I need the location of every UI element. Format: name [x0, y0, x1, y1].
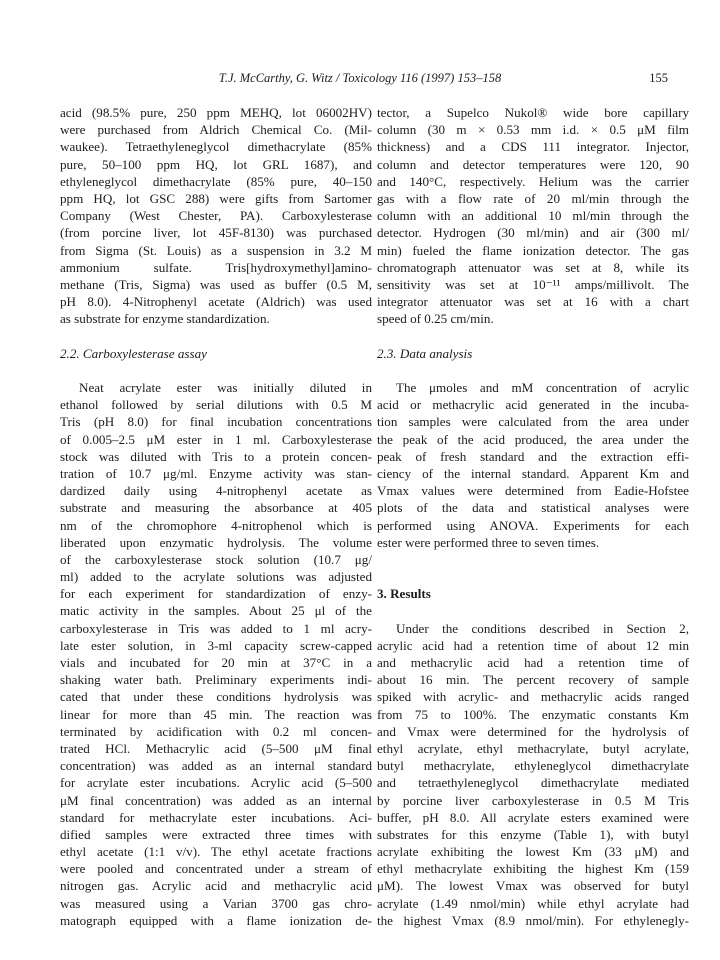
gc-paragraph — [377, 104, 689, 327]
text-line: standard for methacrylate ester incubations. Aci- — [60, 809, 372, 825]
text-line: Vmax values were determined from Eadie-Hofstee — [377, 483, 689, 499]
text-line: ethyl acetate (1:1 v/v). The ethyl acetate fractions — [60, 844, 372, 860]
text-line: from Sigma (St. Louis) as a suspension in 3.2 M — [60, 242, 372, 258]
text-line: column and detector temperatures were 120, 90 — [377, 156, 689, 172]
results-paragraph — [377, 620, 689, 929]
text-line: the highest Vmax (8.9 nmol/min). For ethylenegly- — [377, 912, 689, 928]
text-line: carboxylesterase in Tris was added to 1 ml acry- — [60, 620, 372, 636]
text-line: ethyl acrylate, ethyl methacrylate, butyl acrylate, — [377, 740, 689, 756]
text-line: liberated upon enzymatic hydrolysis. The volume — [60, 534, 372, 550]
text-line: ester were performed three to seven times. — [377, 534, 600, 550]
text-line: ciency of the internal standard. Apparent Km and — [377, 465, 689, 481]
text-line: acid or methacrylic acid generated in the incuba- — [377, 397, 689, 413]
text-line: and methacrylic acid had a retention time of — [377, 655, 689, 671]
text-line: chromatograph attenuator was set at 8, while its — [377, 259, 689, 275]
text-line: waukee). Tetraethyleneglycol dimethacrylate (85% — [60, 139, 372, 155]
text-line: The μmoles and mM concentration of acrylic — [396, 380, 689, 395]
text-line: dified samples were extracted three times with — [60, 826, 372, 842]
text-line: speed of 0.25 cm/min. — [377, 311, 494, 327]
text-line: nitrogen gas. Acrylic acid and methacrylic acid — [60, 878, 372, 894]
text-line: dardized daily using 4-nitrophenyl acetate as — [60, 483, 372, 499]
text-line: butyl methacrylate, ethyleneglycol dimethacrylate — [377, 758, 689, 774]
text-line: late ester solution, in 3-ml capacity screw-capped — [60, 637, 372, 653]
text-line: acid (98.5% pure, 250 ppm MEHQ, lot 06002HV) — [60, 105, 372, 120]
data-analysis-paragraph — [377, 379, 689, 551]
text-line: acrylate exhibiting the lowest Km (33 μM) and — [377, 844, 689, 860]
text-line: for acrylate ester incubations. Acrylic acid (5–500 — [60, 775, 372, 791]
text-line: gas with a flow rate of 20 ml/min through the — [377, 190, 689, 206]
text-line: column with an additional 10 ml/min through the — [377, 208, 689, 224]
text-line: of the carboxylesterase stock solution (10.7 μg/ — [60, 551, 372, 567]
text-line: pH 8.0). 4-Nitrophenyl acetate (Aldrich) was used — [60, 294, 372, 310]
running-head — [0, 71, 720, 87]
text-line: matograph equipped with a flame ionization de- — [60, 912, 372, 928]
text-line: sensitivity was set at 10⁻¹¹ amps/millivolt. The — [377, 276, 689, 292]
text-line: min) fueled the flame ionization detector. The gas — [377, 242, 689, 258]
text-line: μM final concentration) was added as an internal — [60, 792, 372, 808]
text-line: the peak of the acid produced, the area under the — [377, 431, 689, 447]
assay-paragraph — [60, 379, 372, 929]
text-line: Neat acrylate ester was initially diluted in — [79, 380, 372, 395]
text-line: trated HCl. Methacrylic acid (5–500 μM final — [60, 740, 372, 756]
text-line: by porcine liver carboxylesterase in 0.5 M Tris — [377, 792, 689, 808]
text-line: were pooled and concentrated under a stream of — [60, 861, 372, 877]
text-line: ethyl methacrylate exhibiting the highest Km (159 — [377, 861, 689, 877]
text-line: performed using ANOVA. Experiments for each — [377, 517, 689, 533]
text-line: Company (West Chester, PA). Carboxylesterase — [60, 208, 372, 224]
text-line: tration of 10.7 μg/ml. Enzyme activity was stan- — [60, 465, 372, 481]
text-line: integrator attenuator was set at 16 with a chart — [377, 294, 689, 310]
text-line: (from porcine liver, lot 45F-8130) was purchased — [60, 225, 372, 241]
page-number: 155 — [649, 71, 668, 85]
text-line: and Vmax were determined for the hydrolysis of — [377, 723, 689, 739]
text-line: spiked with acrylic- and methacrylic acids ranged — [377, 689, 689, 705]
section-heading-3: 3. Results — [377, 586, 431, 602]
text-line: as substrate for enzyme standardization. — [60, 311, 270, 327]
text-line: ammonium sulfate. Tris[hydroxymethyl]amino- — [60, 259, 372, 275]
text-line: ppm HQ, lot GSC 288) were gifts from Sartomer — [60, 190, 372, 206]
left-column — [60, 104, 372, 929]
text-line: Tris (pH 8.0) for final incubation concentrations — [60, 414, 372, 430]
text-line: were purchased from Aldrich Chemical Co. (Mil- — [60, 122, 372, 138]
text-line: ethyleneglycol dimethacrylate (85% pure, 40–150 — [60, 173, 372, 189]
materials-paragraph — [60, 104, 372, 327]
text-line: column (30 m × 0.53 mm i.d. × 0.5 μM film — [377, 122, 689, 138]
section-heading-2-2: 2.2. Carboxylesterase assay — [60, 345, 207, 361]
text-line: concentration) was added as an internal standard — [60, 758, 372, 774]
text-line: substrate and measuring the absorbance at 405 — [60, 500, 372, 516]
text-line: terminated by acidification with 0.2 ml concen- — [60, 723, 372, 739]
text-line: ethanol followed by serial dilutions with 0.5 M — [60, 397, 372, 413]
text-line: stock was diluted with Tris to a protein concen- — [60, 448, 372, 464]
text-line: Under the conditions described in Section 2, — [396, 620, 689, 636]
running-title: T.J. McCarthy, G. Witz / Toxicology 116 (1997) 153–158 — [218, 71, 502, 85]
text-line: of 0.005–2.5 μM ester in 1 ml. Carboxylesterase — [60, 431, 372, 447]
text-line: pure, 50–100 ppm HQ, lot GRL 1687), and — [60, 156, 372, 172]
text-line: cated that under these conditions hydrolysis was — [60, 689, 372, 705]
section-heading-2-3: 2.3. Data analysis — [377, 345, 473, 361]
text-line: μM). The lowest Vmax was observed for butyl — [377, 878, 689, 894]
right-column — [377, 104, 689, 929]
text-line: about 16 min. The percent recovery of sample — [377, 672, 689, 688]
text-line: buffer, pH 8.0. All acrylate esters examined were — [377, 809, 689, 825]
text-line: methane (Tris, Sigma) was used as buffer (0.5 M, — [60, 276, 372, 292]
text-line: vials and incubated for 20 min at 37°C in a — [60, 655, 372, 670]
text-line: ml) added to the acrylate solutions was adjusted — [60, 569, 372, 585]
text-line: thickness) and a CDS 111 integrator. Injector, — [377, 139, 689, 155]
text-line: was measured using a Varian 3700 gas chro- — [60, 895, 372, 911]
text-line: acrylic acid had a retention time of about 12 min — [377, 637, 689, 653]
text-line: linear for more than 45 min. The reaction was — [60, 706, 372, 722]
text-line: nm of the chromophore 4-nitrophenol which is — [60, 517, 372, 533]
text-line: peak of fresh standard and the extraction effi- — [377, 448, 689, 464]
text-line: detector. Hydrogen (30 ml/min) and air (300 ml/ — [377, 225, 689, 241]
text-line: plots of the data and statistical analyses were — [377, 500, 689, 516]
text-line: and tetraethyleneglycol dimethacrylate mediated — [377, 775, 689, 791]
text-line: for each experiment for standardization of enzy- — [60, 586, 372, 602]
text-line: shaking water bath. Preliminary experiments indi- — [60, 672, 372, 688]
text-line: matic activity in the samples. About 25 μl of the — [60, 603, 372, 619]
text-line: and 140°C, respectively. Helium was the carrier — [377, 173, 689, 189]
text-line: tion samples were calculated from the area under — [377, 414, 689, 430]
text-line: substrates for this enzyme (Table 1), with butyl — [377, 826, 689, 842]
text-line: acrylate (1.49 nmol/min) while ethyl acrylate had — [377, 895, 689, 911]
text-line: from 75 to 100%. The enzymatic constants Km — [377, 706, 689, 722]
text-line: tector, a Supelco Nukol® wide bore capillary — [377, 105, 689, 120]
